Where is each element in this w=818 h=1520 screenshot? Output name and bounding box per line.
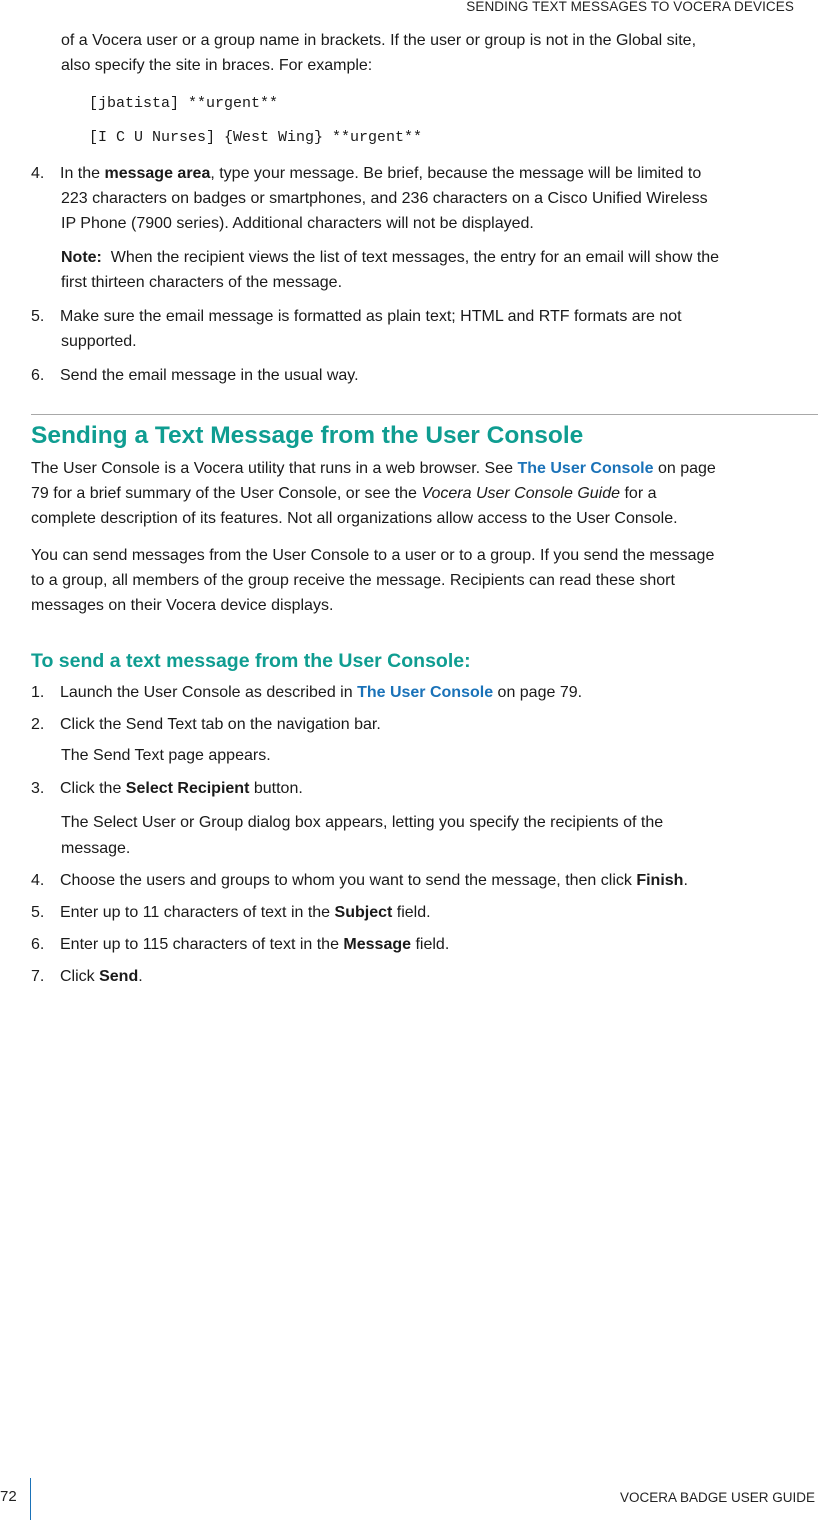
text: on page bbox=[653, 460, 716, 477]
step-text: Choose the users and groups to whom you want to send the message, then click bbox=[60, 872, 637, 889]
note-text: When the recipient views the list of text messages, the entry for an email will show the bbox=[110, 249, 720, 266]
code-example: [jbatista] **urgent** bbox=[89, 95, 279, 112]
step-number: 3. bbox=[31, 780, 45, 797]
step-bold: Finish bbox=[636, 872, 684, 889]
text: for a bbox=[620, 485, 657, 502]
note bbox=[61, 245, 719, 270]
step-text: . bbox=[138, 968, 143, 985]
step-number: 4. bbox=[31, 872, 45, 889]
step-text: Launch the User Console as described in bbox=[60, 684, 358, 701]
step-bold: Message bbox=[343, 936, 412, 953]
paragraph-line bbox=[31, 456, 716, 481]
list-item bbox=[31, 161, 701, 186]
list-item bbox=[31, 680, 582, 705]
list-item-continuation: IP Phone (7900 series). Additional characters will not be displayed. bbox=[61, 215, 534, 232]
step-text: field. bbox=[411, 936, 450, 953]
step-number: 5. bbox=[31, 904, 45, 921]
step-bold: message area bbox=[104, 165, 211, 182]
step-number: 4. bbox=[31, 165, 45, 182]
list-item bbox=[31, 868, 688, 893]
step-text: Send the email message in the usual way. bbox=[60, 367, 359, 384]
note-continuation: first thirteen characters of the message. bbox=[61, 274, 343, 291]
step-bold: Select Recipient bbox=[125, 780, 250, 797]
paragraph-line: to a group, all members of the group receive the message. Recipients can read these short bbox=[31, 572, 675, 589]
step-bold: Send bbox=[99, 968, 139, 985]
step-bold: Subject bbox=[334, 904, 393, 921]
list-item bbox=[31, 776, 303, 801]
step-number: 1. bbox=[31, 684, 45, 701]
step-text: Enter up to 11 characters of text in the bbox=[60, 904, 335, 921]
step-number: 7. bbox=[31, 968, 45, 985]
code-example: [I C U Nurses] {West Wing} **urgent** bbox=[89, 129, 423, 146]
step-text: , type your message. Be brief, because the message will be limited to bbox=[210, 165, 702, 182]
footer-guide-title: VOCERA BADGE USER GUIDE bbox=[619, 1490, 815, 1505]
list-item-continuation: 223 characters on badges or smartphones, and 236 characters on a Cisco Unified Wireless bbox=[61, 190, 708, 207]
intro-line: of a Vocera user or a group name in brackets. If the user or group is not in the Global site, bbox=[61, 32, 697, 49]
intro-line: also specify the site in braces. For example: bbox=[61, 57, 373, 74]
step-text: button. bbox=[249, 780, 303, 797]
step-text: . bbox=[683, 872, 688, 889]
step-result: The Send Text page appears. bbox=[61, 747, 271, 764]
list-item bbox=[31, 363, 359, 388]
step-result: message. bbox=[61, 840, 131, 857]
guide-title-italic: Vocera User Console Guide bbox=[421, 485, 621, 502]
user-console-link[interactable]: The User Console bbox=[517, 460, 654, 477]
procedure-title: To send a text message from the User Console: bbox=[31, 650, 471, 672]
step-text: Make sure the email message is formatted as plain text; HTML and RTF formats are not bbox=[60, 308, 682, 325]
step-number: 2. bbox=[31, 716, 45, 733]
paragraph-line bbox=[31, 481, 657, 506]
step-text: Enter up to 115 characters of text in the bbox=[60, 936, 344, 953]
step-text: In the bbox=[60, 165, 105, 182]
list-item bbox=[31, 932, 449, 957]
paragraph-line: You can send messages from the User Console to a user or to a group. If you send the message bbox=[31, 547, 715, 564]
user-console-link[interactable]: The User Console bbox=[357, 684, 494, 701]
list-item bbox=[31, 964, 143, 989]
paragraph-line: messages on their Vocera device displays. bbox=[31, 597, 334, 614]
page-number: 72 bbox=[0, 1488, 17, 1505]
step-result: The Select User or Group dialog box appears, letting you specify the recipients of the bbox=[61, 814, 664, 831]
list-item-continuation: supported. bbox=[61, 333, 137, 350]
text: 79 for a brief summary of the User Console, or see the bbox=[31, 485, 422, 502]
list-item bbox=[31, 304, 682, 329]
section-title: Sending a Text Message from the User Console bbox=[31, 422, 584, 449]
text: The User Console is a Vocera utility that runs in a web browser. See bbox=[31, 460, 518, 477]
paragraph-line: complete description of its features. Not all organizations allow access to the User Console. bbox=[31, 510, 678, 527]
step-number: 5. bbox=[31, 308, 45, 325]
step-text: on page 79. bbox=[493, 684, 583, 701]
step-text: Click the bbox=[60, 780, 126, 797]
note-label: Note: bbox=[61, 249, 102, 266]
step-text: Click the Send Text tab on the navigation bar. bbox=[60, 716, 381, 733]
section-divider bbox=[31, 414, 818, 415]
step-number: 6. bbox=[31, 936, 45, 953]
footer-divider bbox=[30, 1478, 31, 1520]
step-text: field. bbox=[392, 904, 431, 921]
step-number: 6. bbox=[31, 367, 45, 384]
running-header: SENDING TEXT MESSAGES TO VOCERA DEVICES bbox=[466, 0, 794, 14]
list-item bbox=[31, 712, 381, 737]
step-text: Click bbox=[60, 968, 100, 985]
list-item bbox=[31, 900, 431, 925]
